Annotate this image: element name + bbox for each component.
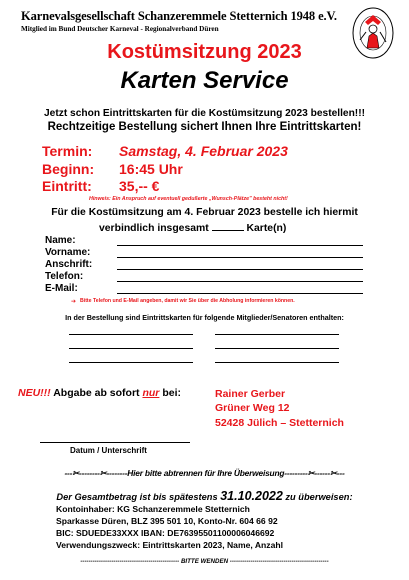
- member-field-6[interactable]: [215, 362, 339, 363]
- org-name: Karnevalsgesellschaft Schanzeremmele Stetternich 1948 e.V.: [21, 9, 337, 23]
- beginn-value: 16:45 Uhr: [119, 161, 183, 177]
- event-subtitle: Karten Service: [120, 67, 289, 94]
- member-field-4[interactable]: [215, 348, 339, 349]
- payment-purpose: Verwendungszweck: Eintrittskarten 2023, Name, Anzahl: [56, 540, 284, 550]
- contact-note: Bitte Telefon und E-Mail angeben, damit wir Sie über die Abholung informieren können.: [80, 298, 295, 304]
- name-field[interactable]: [117, 245, 363, 246]
- handover-text-post: bei:: [162, 387, 181, 399]
- order-line-2-pre: verbindlich insgesamt: [99, 223, 209, 234]
- order-line-2-post: Karte(n): [246, 223, 287, 234]
- contact-note-arrow-icon: ➔: [71, 299, 77, 305]
- termin-value: Samstag, 4. Februar 2023: [119, 143, 288, 159]
- contact-street: Grüner Weg 12: [215, 402, 290, 414]
- signature-field[interactable]: [40, 442, 190, 443]
- cut-line: ---✂--------✂--------Hier bitte abtrennen für Ihre Überweisung---------✂------✂---: [64, 468, 345, 478]
- payment-deadline-pre: Der Gesamtbetrag ist bis spätestens: [56, 492, 218, 502]
- contact-name: Rainer Gerber: [215, 388, 286, 400]
- member-field-3[interactable]: [69, 348, 193, 349]
- telefon-field[interactable]: [117, 281, 363, 282]
- account-holder: Kontoinhaber: KG Schanzeremmele Stetternich: [56, 504, 250, 514]
- handover-info: [18, 387, 181, 399]
- member-field-2[interactable]: [215, 334, 339, 335]
- ticket-count-blank[interactable]: [212, 221, 244, 231]
- new-badge: NEU!!!: [18, 387, 51, 399]
- bic-iban: BIC: SDUEDE33XXX IBAN: DE76395501100006046692: [56, 528, 275, 538]
- anschrift-field[interactable]: [117, 269, 363, 270]
- termin-label: Termin:: [42, 143, 93, 159]
- intro-line-1: Jetzt schon Eintrittskarten für die Kostümsitzung 2023 bestellen!!!: [44, 108, 365, 119]
- beginn-label: Beginn:: [42, 161, 95, 177]
- payment-deadline-post: zu überweisen:: [285, 492, 353, 502]
- payment-deadline-date: 31.10.2022: [220, 489, 283, 503]
- eintritt-label: Eintritt:: [42, 178, 92, 194]
- order-line-1: Für die Kostümsitzung am 4. Februar 2023 bestelle ich hiermit: [51, 207, 358, 218]
- intro-line-2: Rechtzeitige Bestellung sichert Ihnen Ihre Eintrittskarten!: [47, 121, 362, 133]
- vorname-field[interactable]: [117, 257, 363, 258]
- name-label: Name:: [45, 235, 76, 246]
- signature-label: Datum / Unterschrift: [70, 446, 147, 455]
- email-field[interactable]: [117, 293, 363, 294]
- telefon-label: Telefon:: [45, 271, 84, 282]
- members-text: In der Bestellung sind Eintrittskarten für folgende Mitglieder/Senatoren enthalten:: [65, 313, 344, 322]
- handover-text-nur: nur: [142, 387, 160, 399]
- contact-city: 52428 Jülich – Stetternich: [215, 417, 344, 429]
- email-label: E-Mail:: [45, 283, 78, 294]
- member-field-5[interactable]: [69, 362, 193, 363]
- order-line-2: [99, 221, 286, 234]
- payment-deadline: [0, 489, 409, 503]
- member-field-1[interactable]: [69, 334, 193, 335]
- event-title: Kostümsitzung 2023: [107, 41, 302, 63]
- membership-text: Mitglied im Bund Deutscher Karneval - Regionalverband Düren: [21, 25, 219, 33]
- vorname-label: Vorname:: [45, 247, 91, 258]
- handover-text-pre: Abgabe ab sofort: [53, 387, 140, 399]
- eintritt-value: 35,-- €: [119, 178, 160, 194]
- seat-hint: Hinweis: Ein Anspruch auf eventuell gedußerte „Wunsch-Plätze" besteht nicht!: [89, 196, 288, 202]
- anschrift-label: Anschrift:: [45, 259, 93, 270]
- bank-details: Sparkasse Düren, BLZ 395 501 10, Konto-Nr. 604 66 92: [56, 516, 278, 526]
- turn-over-footer: ------------------------------------------------ BITTE WENDEN ------------------------------------------------: [80, 558, 329, 565]
